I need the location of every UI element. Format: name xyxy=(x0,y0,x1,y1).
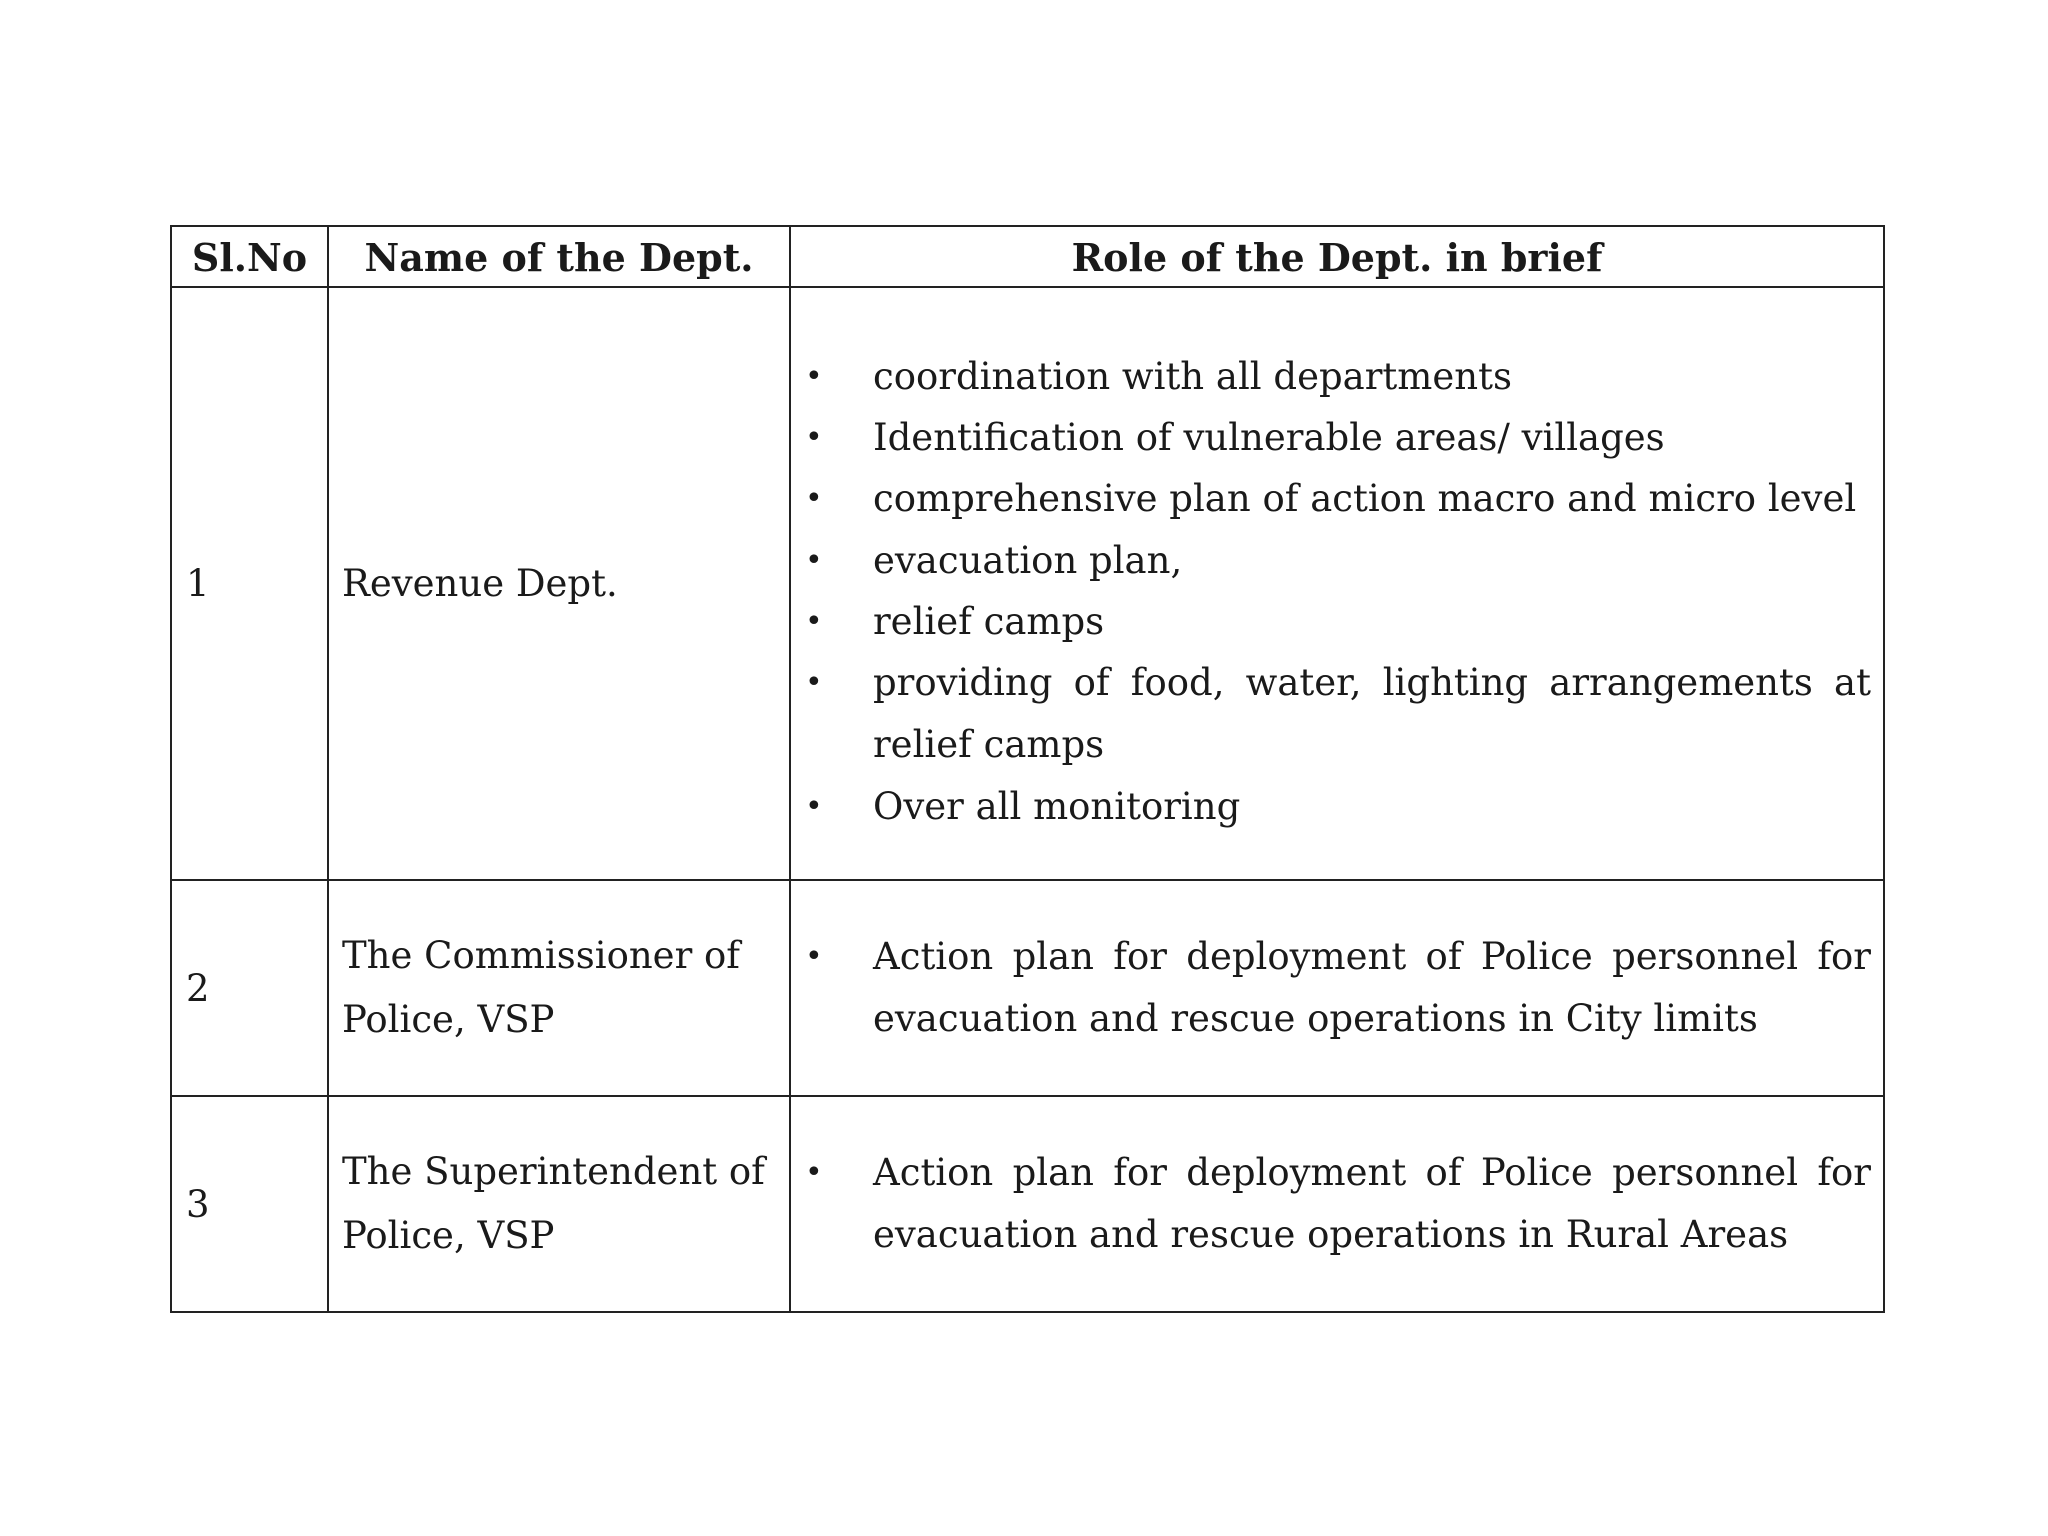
dept-name-cell: The Commissioner of Police, VSP xyxy=(328,880,790,1096)
dept-role-cell xyxy=(790,287,1884,880)
table-row xyxy=(171,880,1884,1096)
list-item xyxy=(791,652,1871,776)
list-item xyxy=(791,926,1871,1050)
bullet-icon: • xyxy=(805,1155,823,1190)
list-item xyxy=(791,530,1871,591)
role-text: Action plan for deployment of Police personnel for evacuation and rescue operations in Rural Areas xyxy=(873,1151,1871,1256)
table-row xyxy=(171,1096,1884,1312)
list-item xyxy=(791,776,1871,837)
list-item xyxy=(791,407,1871,468)
role-text: comprehensive plan of action macro and micro level xyxy=(873,477,1857,520)
bullet-icon: • xyxy=(805,604,823,639)
header-slno: Sl.No xyxy=(171,226,328,287)
role-list xyxy=(791,346,1871,837)
bullet-icon: • xyxy=(805,359,823,394)
dept-role-cell xyxy=(790,880,1884,1096)
dept-role-cell xyxy=(790,1096,1884,1312)
dept-name-cell: The Superintendent of Police, VSP xyxy=(328,1096,790,1312)
bullet-icon: • xyxy=(805,420,823,455)
slno-cell: 2 xyxy=(171,880,328,1096)
role-text: Over all monitoring xyxy=(873,785,1241,828)
list-item xyxy=(791,1142,1871,1266)
role-text: evacuation plan, xyxy=(873,539,1183,582)
role-text: Action plan for deployment of Police personnel for evacuation and rescue operations in City limits xyxy=(873,935,1871,1040)
header-dept-name: Name of the Dept. xyxy=(328,226,790,287)
slno-cell: 3 xyxy=(171,1096,328,1312)
list-item xyxy=(791,346,1871,407)
role-list xyxy=(791,926,1871,1050)
role-text: Identification of vulnerable areas/ villages xyxy=(873,416,1665,459)
table-row xyxy=(171,287,1884,880)
bullet-icon: • xyxy=(805,543,823,578)
header-dept-role: Role of the Dept. in brief xyxy=(790,226,1884,287)
list-item xyxy=(791,591,1871,652)
list-item xyxy=(791,468,1871,530)
bullet-icon: • xyxy=(805,665,823,700)
dept-name-cell: Revenue Dept. xyxy=(328,287,790,880)
role-text: coordination with all departments xyxy=(873,355,1512,398)
bullet-icon: • xyxy=(805,481,823,516)
bullet-icon: • xyxy=(805,789,823,824)
role-list xyxy=(791,1142,1871,1266)
table-header-row xyxy=(171,226,1884,287)
role-text: providing of food, water, lighting arrangements at relief camps xyxy=(873,661,1871,766)
role-text: relief camps xyxy=(873,600,1105,643)
slno-cell: 1 xyxy=(171,287,328,880)
bullet-icon: • xyxy=(805,939,823,974)
department-roles-table xyxy=(170,225,1885,1313)
